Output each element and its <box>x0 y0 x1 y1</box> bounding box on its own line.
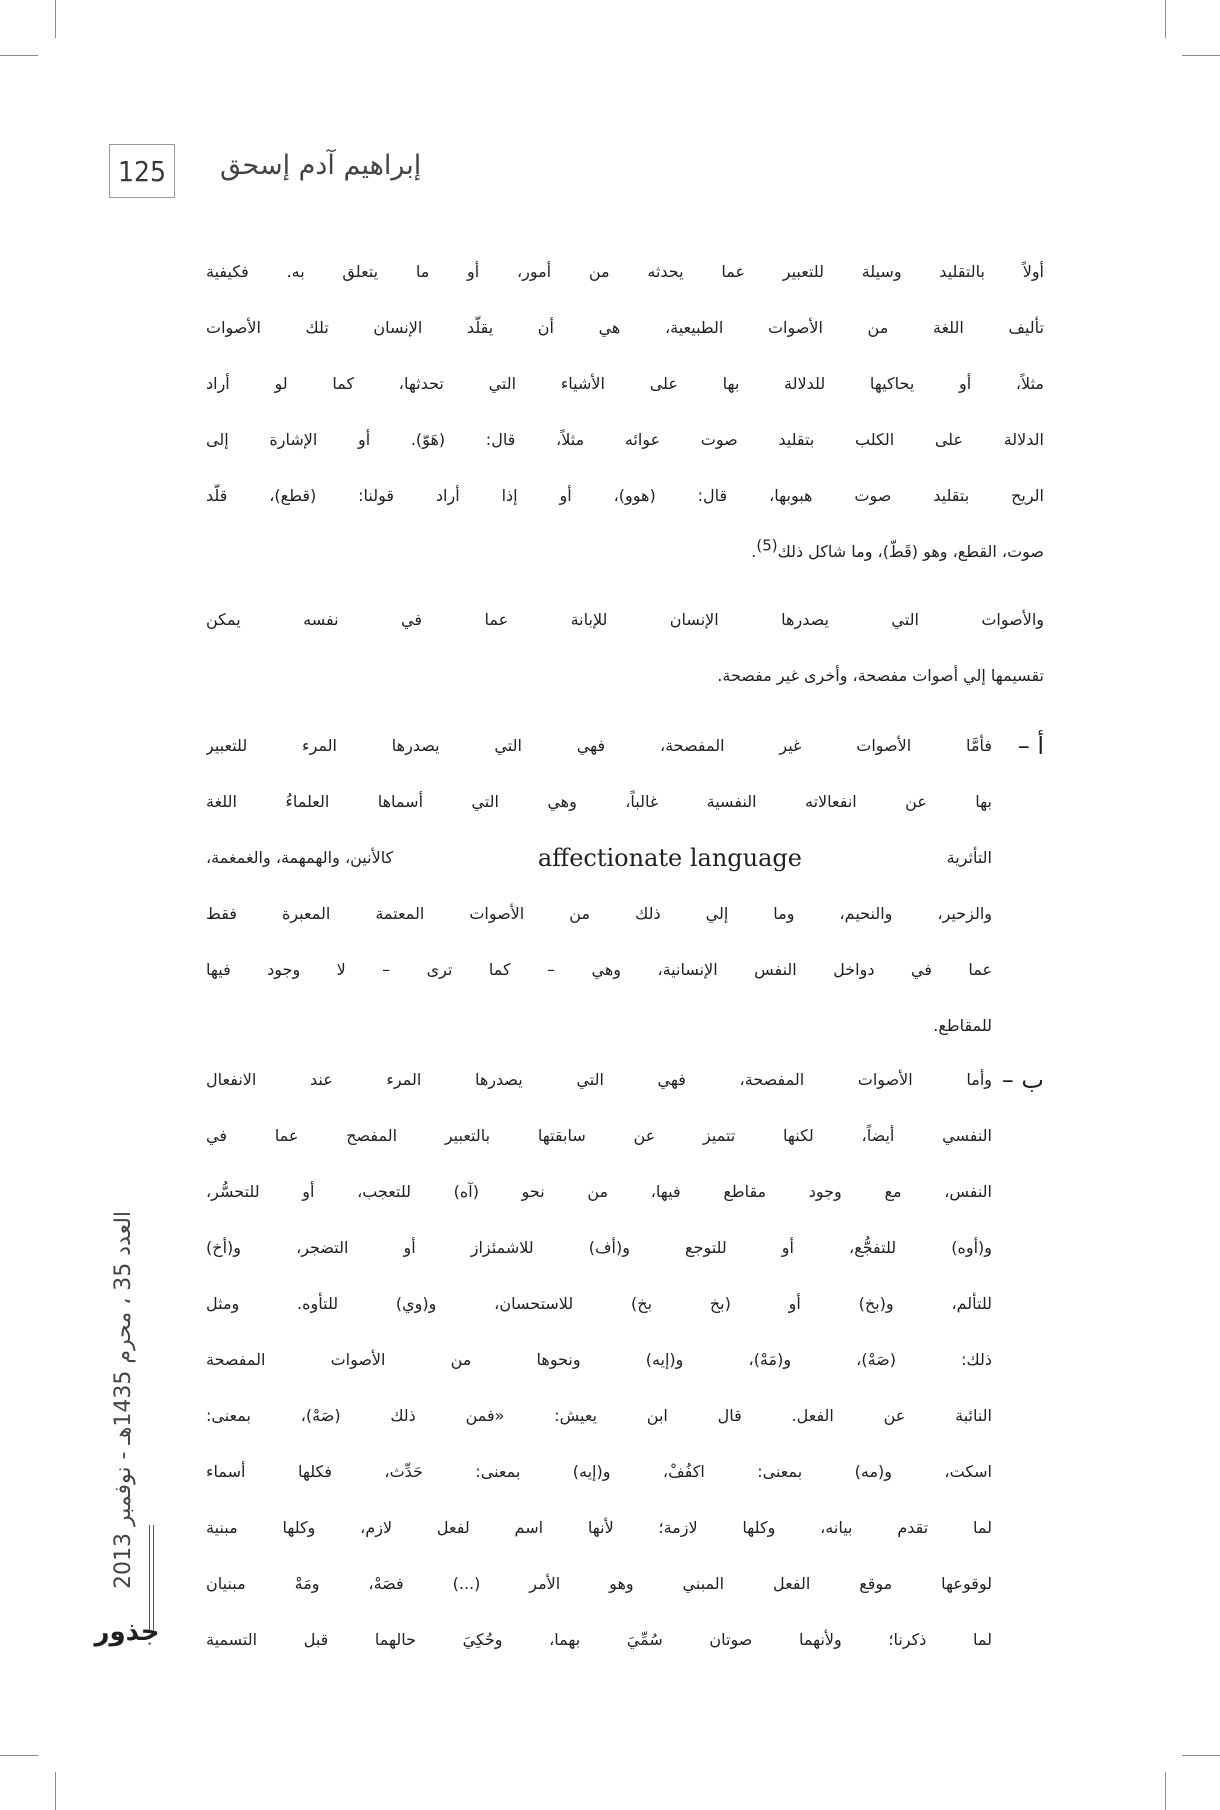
list-item-body <box>206 1052 992 1668</box>
running-head: إبراهيم آدم إسحق <box>220 150 422 181</box>
text-line: الدلالة على الكلب بتقليد صوت عوائه مثلاً، قال: (هَوّ). أو الإشارة إلى <box>206 430 1044 449</box>
text-line: والأصوات التي يصدرها الإنسان للإبانة عما في نفسه يمكن <box>206 610 1044 629</box>
text-line: بها عن انفعالاته النفسية غالباً، وهي التي أسماها العلماءُ اللغة <box>206 792 992 811</box>
issue-info-text: العدد 35 ، محرم 1435هـ - نوفمبر 2013 <box>111 1210 136 1590</box>
crop-mark <box>55 1772 56 1810</box>
list-marker: أ – <box>1017 732 1044 760</box>
latin-term: affectionate language <box>537 844 802 872</box>
text-line: تقسيمها إلي أصوات مفصحة، وأخرى غير مفصحة. <box>717 666 1044 685</box>
page-number: 125 <box>109 144 175 198</box>
text-line: مثلاً، أو يحاكيها للدلالة بها على الأشياء التي تحدثها، كما لو أراد <box>206 374 1044 393</box>
text-line: النفسي أيضاً، لكنها تتميز عن سابقتها بالتعبير المفصح عما في <box>206 1126 992 1145</box>
crop-mark <box>1182 1755 1220 1756</box>
text-line <box>206 524 1044 580</box>
journal-logo: جذور <box>94 1617 160 1647</box>
text-fragment: التأثرية <box>946 848 992 867</box>
list-item-body <box>206 718 992 1054</box>
end-punctuation: . <box>751 542 757 561</box>
text-line: فأمَّا الأصوات غير المفصحة، فهي التي يصدرها المرء للتعبير <box>206 736 992 755</box>
text-line: ذلك: (صَهْ)، و(مَهْ)، و(إيه) ونحوها من الأصوات المفصحة <box>206 1350 992 1369</box>
text-line: النفس، مع وجود مقاطع فيها، من نحو (آه) للتعجب، أو للتحسُّر، <box>206 1182 992 1201</box>
text-line: أولاً بالتقليد وسيلة للتعبير عما يحدثه من أمور، أو ما يتعلق به. فكيفية <box>206 262 1044 281</box>
crop-mark <box>0 55 38 56</box>
text-line: تأليف اللغة من الأصوات الطبيعية، هي أن يقلّد الإنسان تلك الأصوات <box>206 318 1044 337</box>
text-line: الريح بتقليد صوت هبوبها، قال: (هوو)، أو إذا أراد قولنا: (قطع)، قلّد <box>206 486 1044 505</box>
crop-mark <box>55 0 56 38</box>
text-line: و(أوه) للتفجُّع، أو للتوجع و(أف) للاشمئزاز أو التضجر، و(أخ) <box>206 1238 992 1257</box>
paragraph-2 <box>206 592 1044 704</box>
text-line: لوقوعها موقع الفعل المبني وهو الأمر (...) فصَهْ، ومَهْ مبنيان <box>206 1574 992 1593</box>
text-line: للمقاطع. <box>933 1016 992 1035</box>
text-line: وأما الأصوات المفصحة، فهي التي يصدرها المرء عند الانفعال <box>206 1070 992 1089</box>
text-line: النائبة عن الفعل. قال ابن يعيش: «فمن ذلك (صَهْ)، بمعنى: <box>206 1406 992 1425</box>
text-line: والزحير، والنحيم، وما إلي ذلك من الأصوات المعتمة المعبرة فقط <box>206 904 992 923</box>
text-line: اسكت، و(مه) بمعنى: اكفُفْ، و(إيه) بمعنى: حَدِّث، فكلها أسماء <box>206 1462 992 1481</box>
crop-mark <box>1182 55 1220 56</box>
text-line: لما ذكرنا؛ ولأنهما صوتان سُمِّيَ بهما، وحُكِيَ حالهما قبل التسمية <box>206 1630 992 1649</box>
crop-mark <box>0 1755 38 1756</box>
list-marker: ب – <box>1001 1066 1044 1094</box>
footnote-reference[interactable]: (5) <box>756 536 778 555</box>
paragraph-1 <box>206 244 1044 580</box>
text-fragment: صوت، القطع، وهو (قَطّ)، وما شاكل ذلك <box>777 542 1044 561</box>
crop-mark <box>1165 1772 1166 1810</box>
crop-mark <box>1165 0 1166 38</box>
text-line <box>206 830 992 886</box>
text-line: عما في دواخل النفس الإنسانية، وهي – كما ترى – لا وجود فيها <box>206 960 992 979</box>
text-line: للتألم، و(بخ) أو (بخ بخ) للاستحسان، و(وي) للتأوه. ومثل <box>206 1294 992 1313</box>
text-line: لما تقدم بيانه، وكلها لازمة؛ لأنها اسم لفعل لازم، وكلها مبنية <box>206 1518 992 1537</box>
text-fragment: كالأنين، والهمهمة، والغمغمة، <box>206 848 394 867</box>
